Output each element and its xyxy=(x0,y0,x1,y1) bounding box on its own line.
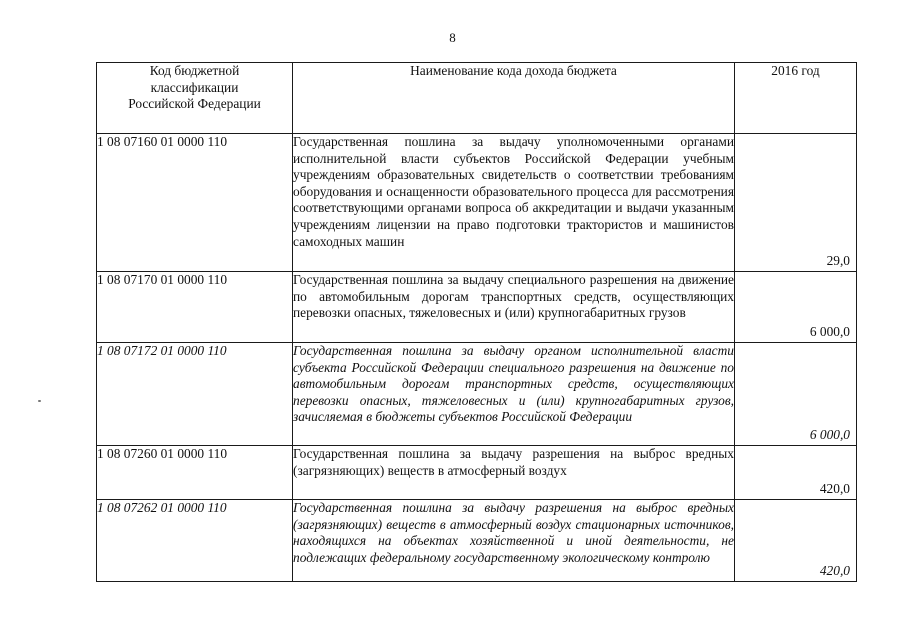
budget-revenue-table xyxy=(96,62,857,582)
header-code xyxy=(97,63,293,134)
header-code-line-3: Российской Федерации xyxy=(128,96,261,112)
header-year: 2016 год xyxy=(735,63,857,134)
page-number: 8 xyxy=(449,30,456,45)
row-amount: 29,0 xyxy=(735,134,857,272)
table-row xyxy=(97,446,857,500)
row-amount: 420,0 xyxy=(735,500,857,582)
row-code: 1 08 07172 01 0000 110 xyxy=(97,343,293,446)
row-code: 1 08 07160 01 0000 110 xyxy=(97,134,293,272)
row-name: Государственная пошлина за выдачу разрешения на выброс вредных (загрязняющих) веществ в атмосферный воздух xyxy=(293,446,735,500)
header-code-line-2: классификации xyxy=(150,79,239,95)
header-code-line-1: Код бюджетной xyxy=(149,63,240,78)
row-name: Государственная пошлина за выдачу органом исполнительной власти субъекта Российской Федерации специального разрешения на движение по автомобильным дорогам транспортных средств, осуществляющих перевозки опасных, тяжеловесных и (или) крупногабаритных грузов, зачисляемая в бюджеты субъектов Российской Федерации xyxy=(293,343,735,446)
row-amount: 6 000,0 xyxy=(735,343,857,446)
header-name: Наименование кода дохода бюджета xyxy=(293,63,735,134)
row-code: 1 08 07260 01 0000 110 xyxy=(97,446,293,500)
scan-dot xyxy=(38,400,41,402)
row-amount: 420,0 xyxy=(735,446,857,500)
row-code: 1 08 07262 01 0000 110 xyxy=(97,500,293,582)
table-row xyxy=(97,500,857,582)
table-row xyxy=(97,272,857,343)
table-header-row xyxy=(97,63,857,134)
row-name: Государственная пошлина за выдачу разрешения на выброс вредных (загрязняющих) веществ в атмосферный воздух стационарных источников, находящихся на объектах хозяйственной и иной деятельности, не подлежащих федеральному государственному экологическому контролю xyxy=(293,500,735,582)
row-name: Государственная пошлина за выдачу уполномоченными органами исполнительной власти субъектов Российской Федерации учебным учреждениям образовательных свидетельств о соответствии требованиям оборудования и оснащенности образовательного процесса для рассмотрения соответствующими органами вопроса об аккредитации и выдачи указанным учреждениям лицензии на право подготовки трактористов и машинистов самоходных машин xyxy=(293,134,735,272)
table-row xyxy=(97,343,857,446)
row-name: Государственная пошлина за выдачу специального разрешения на движение по автомобильным дорогам транспортных средств, осуществляющих перевозки опасных, тяжеловесных и (или) крупногабаритных грузов xyxy=(293,272,735,343)
row-code: 1 08 07170 01 0000 110 xyxy=(97,272,293,343)
row-amount: 6 000,0 xyxy=(735,272,857,343)
table-row xyxy=(97,134,857,272)
